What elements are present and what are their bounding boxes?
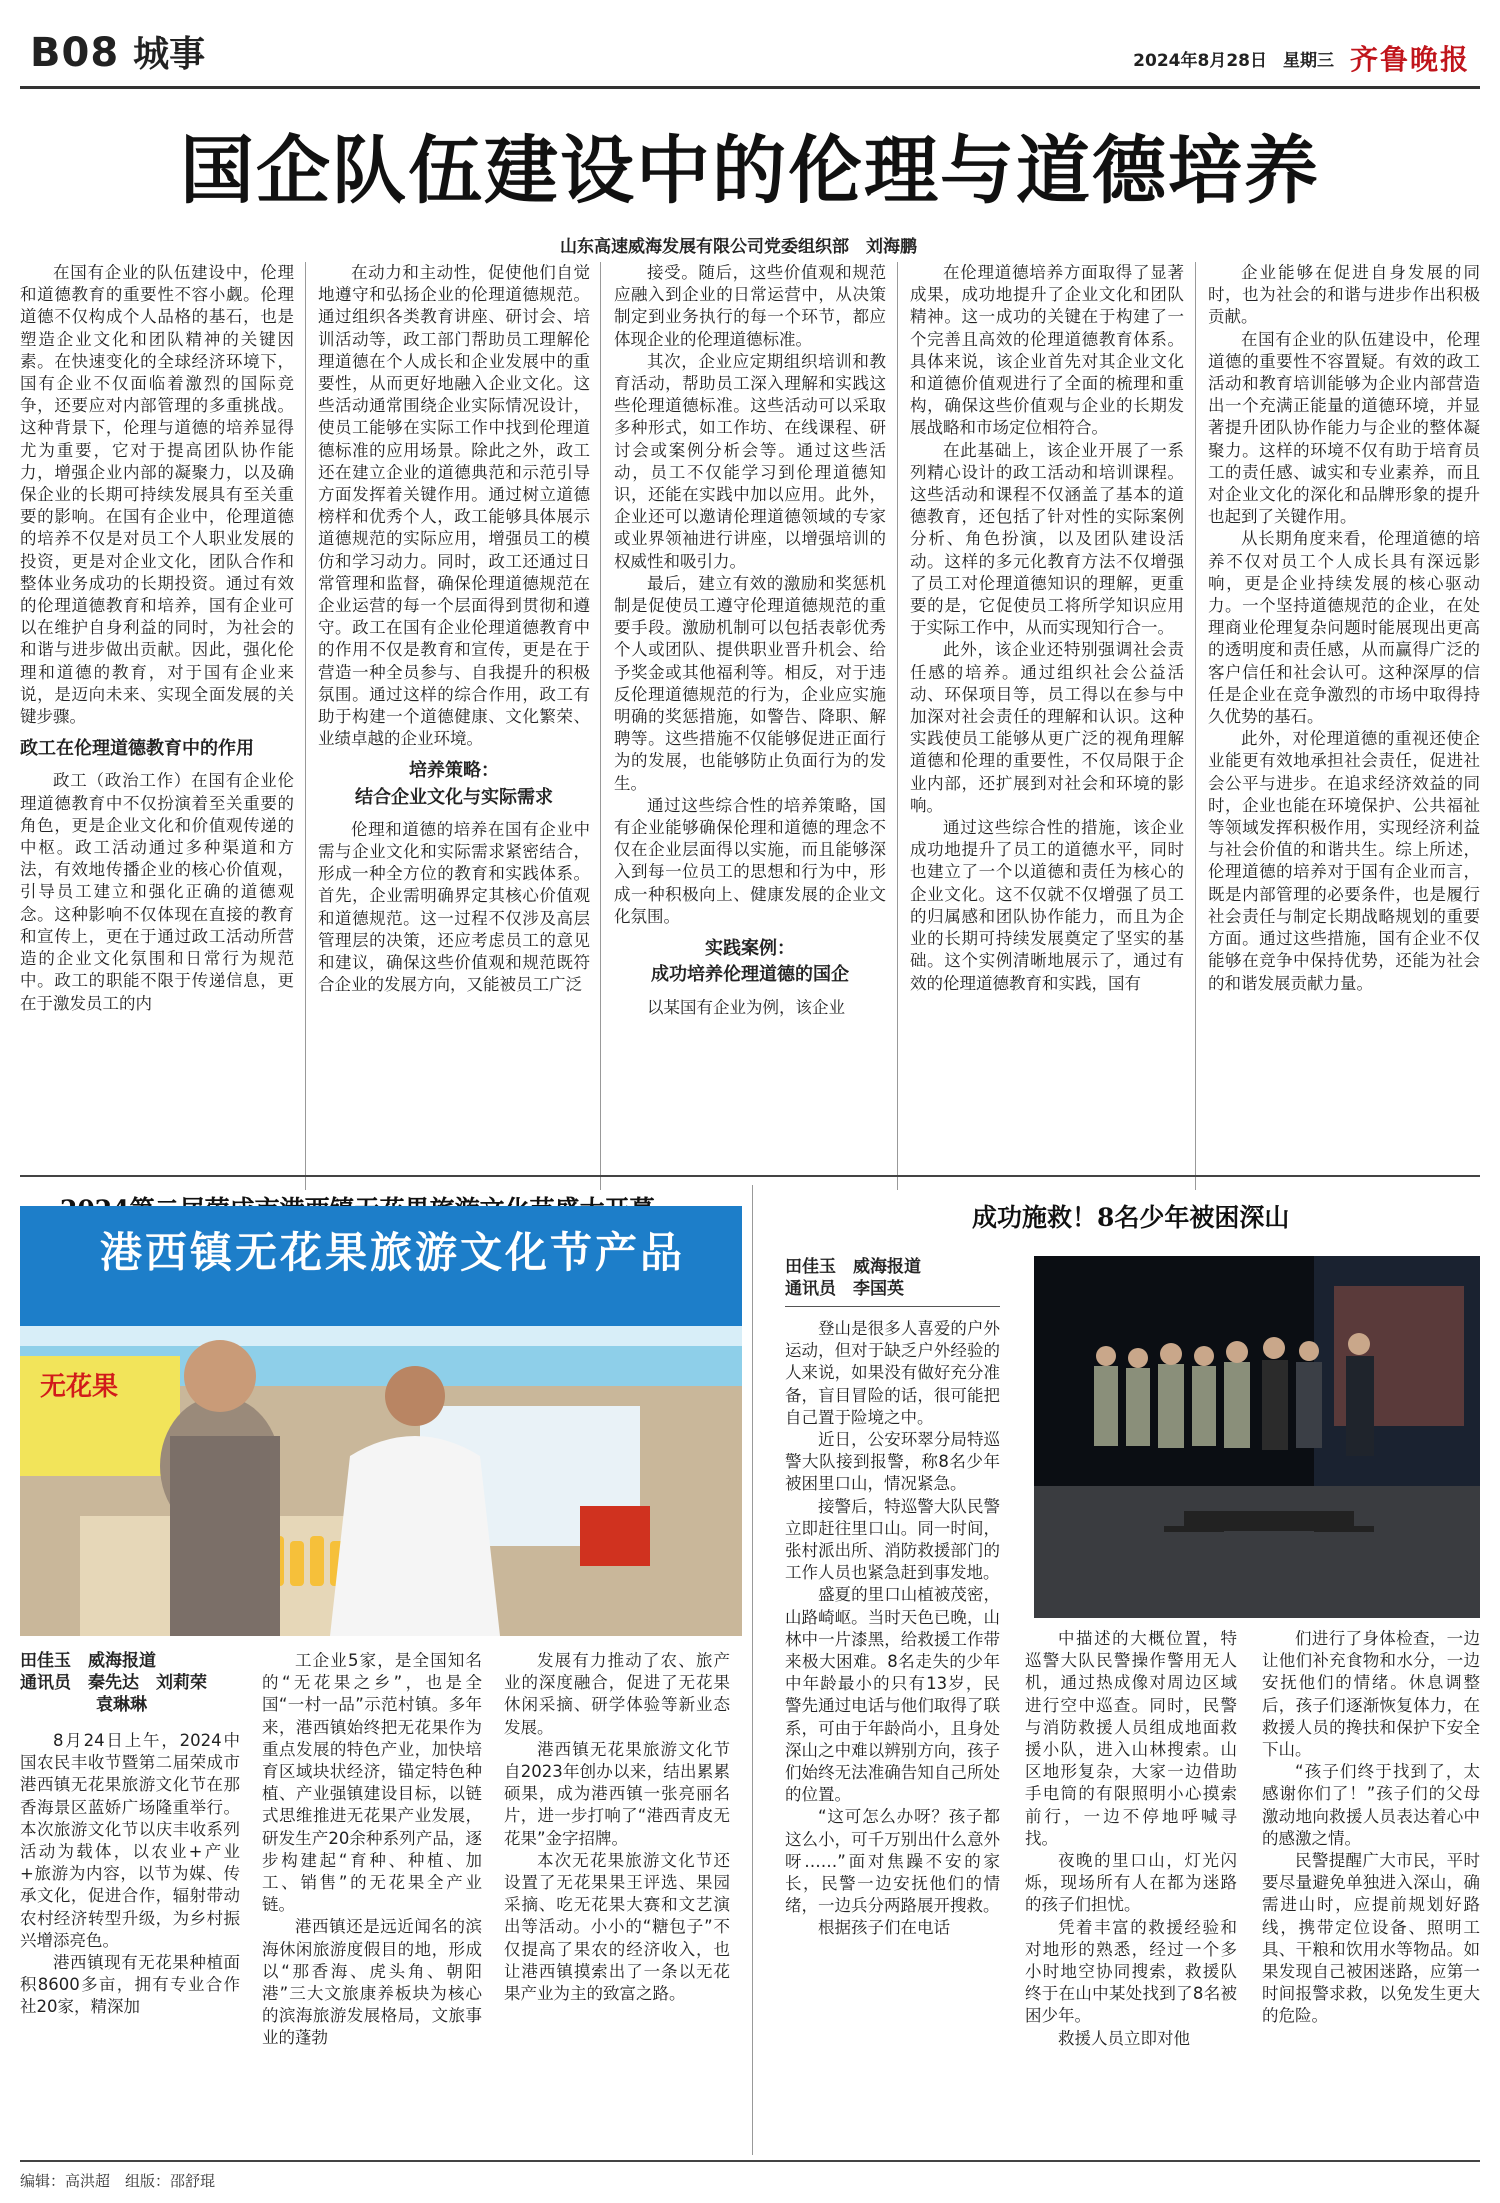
subheading: 政工在伦理道德教育中的作用	[20, 738, 254, 760]
paragraph: 港西镇无花果旅游文化节自2023年创办以来，结出累累硕果，成为港西镇一张亮丽名片，进一步打响了“港西青皮无花果”金字招牌。	[504, 1739, 730, 1848]
paragraph: 从长期角度来看，伦理道德的培养不仅对员工个人成长具有深远影响，更是企业持续发展的核心驱动力。一个坚持道德规范的企业，在处理商业伦理复杂问题时能展现出更高的透明度和责任感，从而赢得广泛的客户信任和社会认可。这种深厚的信任是企业在竞争激烈的市场中取得持久优势的基石。	[1208, 529, 1480, 727]
paragraph: 此外，对伦理道德的重视还使企业能更有效地承担社会责任，促进社会公平与进步。在追求经济效益的同时，企业也能在环境保护、公共福祉等领域发挥积极作用，实现经济利益与社会价值的和谐共生。综上所述，伦理道德的培养对于国有企业而言，既是内部管理的必要条件，也是履行社会责任与制定长期战略规划的重要方面。通过这些措施，国有企业不仅能够在竞争中保持优势，还能为社会的和谐发展贡献力量。	[1208, 729, 1480, 993]
paragraph: 政工（政治工作）在国有企业伦理道德教育中不仅扮演着至关重要的角色，更是企业文化和价值观传递的中枢。政工活动通过多种渠道和方法，有效地传播企业的核心价值观，引导员工建立和强化正确的道德观念。这种影响不仅体现在直接的教育和宣传上，更在于通过政工活动所营造的企业文化氛围和日常行为规范中。政工的职能不限于传递信息，更在于激发员工的内	[20, 771, 294, 1013]
section-name: 城事	[133, 34, 206, 75]
festival-photo	[20, 1206, 742, 1636]
article1-column-2	[318, 262, 590, 1194]
credit-line: 田佳玉 威海报道	[20, 1651, 156, 1671]
article2-column-2	[262, 1650, 482, 2155]
header-rule	[20, 86, 1480, 89]
credit-line: 通讯员 秦先达 刘莉荣	[20, 1673, 207, 1693]
main-headline: 国企队伍建设中的伦理与道德培养	[180, 128, 1320, 214]
photo-sign-text: 无花果	[40, 1372, 119, 1402]
paragraph: 此外，该企业还特别强调社会责任感的培养。通过组织社会公益活动、环保项目等，员工得以在参与中加深对社会责任的理解和认识。这种实践使员工能够从更广泛的视角理解道德和伦理的重要性，不仅局限于企业内部，还扩展到对社会和环境的影响。	[910, 640, 1184, 815]
article3-credit	[785, 1256, 1015, 1300]
paragraph: 港西镇现有无花果种植面积8600多亩，拥有专业合作社20家，精深加	[20, 1953, 240, 2017]
editor-credit: 编辑：高洪超 组版：邵舒琨	[20, 2172, 216, 2190]
article2-credit	[20, 1650, 240, 1716]
page-header-right	[1133, 38, 1470, 78]
credit-rule	[785, 1306, 1000, 1307]
paragraph: 其次，企业应定期组织培训和教育活动，帮助员工深入理解和实践这些伦理道德标准。这些活动可以采取多种形式，如工作坊、在线课程、研讨会或案例分析会等。通过这些活动，员工不仅能学习到伦理道德知识，还能在实践中加以应用。此外，企业还可以邀请伦理道德领域的专家或业界领袖进行讲座，以增强培训的权威性和吸引力。	[614, 351, 886, 571]
paragraph: 通过这些综合性的培养策略，国有企业能够确保伦理和道德的理念不仅在企业层面得以实施，而且能够深入到每一位员工的思想和行为中，形成一种积极向上、健康发展的企业文化氛围。	[614, 795, 886, 926]
paragraph: 救援人员立即对他	[1058, 2028, 1190, 2048]
article2-column-3	[504, 1650, 730, 2155]
issue-weekday: 星期三	[1282, 50, 1334, 71]
paragraph: 最后，建立有效的激励和奖惩机制是促使员工遵守伦理道德规范的重要手段。激励机制可以包括表彰优秀个人或团队、提供职业晋升机会、给予奖金或其他福利等。相反，对于违反伦理道德规范的行为，企业应实施明确的奖惩措施，如警告、降职、解聘等。这些措施不仅能够促进正面行为的发展，也能够防止负面行为的发生。	[614, 573, 886, 793]
article1-column-1	[20, 262, 294, 1194]
paragraph: 港西镇还是远近闻名的滨海休闲旅游度假目的地，形成以“那香海、虎头角、朝阳港”三大文旅康养板块为核心的滨海旅游发展格局，文旅事业的蓬勃	[262, 1917, 482, 2048]
subheading: 实践案例：	[705, 938, 795, 960]
paragraph: 本次无花果旅游文化节还设置了无花果果王评选、果园采摘、吃无花果大赛和文艺演出等活动。小小的“糖包子”不仅提高了果农的经济收入，也让港西镇摸索出了一条以无花果产业为主的致富之路。	[504, 1850, 730, 2004]
paragraph: “这可怎么办呀？孩子都这么小，可千万别出什么意外呀……”面对焦躁不安的家长，民警一边安抚他们的情绪，一边兵分两路展开搜救。	[785, 1807, 1000, 1916]
paragraph: 接受。随后，这些价值观和规范应融入到企业的日常运营中，从决策制定到业务执行的每一个环节，都应体现企业的伦理道德标准。	[614, 263, 886, 349]
paragraph: 企业能够在促进自身发展的同时，也为社会的和谐与进步作出积极贡献。	[1208, 263, 1480, 327]
paragraph: 凭着丰富的救援经验和对地形的熟悉，经过一个多小时地空协同搜索，救援队终于在山中某处找到了8名被困少年。	[1025, 1917, 1237, 2026]
subheading: 成功培养伦理道德的国企	[651, 964, 849, 986]
paragraph: 在此基础上，该企业开展了一系列精心设计的政工活动和培训课程。这些活动和课程不仅涵盖了基本的道德教育，还包括了针对性的实际案例分析、角色扮演，以及团队建设活动。这样的多元化教育方法不仅增强了员工对伦理道德知识的理解，更重要的是，它促使员工将所学知识应用于实际工作中，从而实现知行合一。	[910, 440, 1184, 638]
column-divider	[1195, 262, 1196, 1190]
paragraph: 登山是很多人喜爱的户外运动，但对于缺乏户外经验的人来说，如果没有做好充分准备，盲目冒险的话，很可能把自己置于险境之中。	[785, 1319, 1000, 1427]
paragraph: 8月24日上午，2024中国农民丰收节暨第二届荣成市港西镇无花果旅游文化节在那香海景区蓝娇广场隆重举行。本次旅游文化节以庆丰收系列活动为载体，以农业+产业+旅游为内容，以节为媒、传承文化，促进合作，辐射带动农村经济转型升级，为乡村振兴增添亮色。	[20, 1731, 240, 1950]
credit-line: 通讯员 李国英	[785, 1279, 904, 1299]
main-byline: 山东高速威海发展有限公司党委组织部 刘海鹏	[560, 237, 917, 257]
subheading: 培养策略：	[409, 760, 499, 782]
credit-line: 田佳玉 威海报道	[785, 1257, 921, 1277]
issue-date: 2024年8月28日	[1133, 50, 1267, 71]
credit-line: 袁琳琳	[96, 1695, 147, 1715]
article3-column-1	[785, 1318, 1000, 2158]
paragraph: 在国有企业的队伍建设中，伦理道德的重要性不容置疑。有效的政工活动和教育培训能够为企业内部营造出一个充满正能量的道德环境，并显著提升团队协作能力与企业的整体凝聚力。这样的环境不仅有助于培育员工的责任感、诚实和专业素养，而且对企业文化的深化和品牌形象的提升也起到了关键作用。	[1208, 329, 1480, 527]
paragraph: 接警后，特巡警大队民警立即赶往里口山。同一时间，张村派出所、消防救援部门的工作人员也紧急赶到事发地。	[785, 1496, 1000, 1583]
footer-rule	[20, 2160, 1480, 2162]
paragraph: 民警提醒广大市民，平时要尽量避免单独进入深山，确需进山时，应提前规划好路线，携带定位设备、照明工具、干粮和饮用水等物品。如果发现自己被困迷路，应第一时间报警求救，以免发生更大的危险。	[1262, 1851, 1480, 2026]
paragraph: 伦理和道德的培养在国有企业中需与企业文化和实际需求紧密结合，形成一种全方位的教育和实践体系。首先，企业需明确界定其核心价值观和道德规范。这一过程不仅涉及高层管理层的决策，还应考虑员工的意见和建议，确保这些价值观和规范既符合企业的发展方向，又能被员工广泛	[318, 819, 590, 995]
article-divider	[752, 1185, 753, 2155]
paragraph: 发展有力推动了农、旅产业的深度融合，促进了无花果休闲采摘、研学体验等新业态发展。	[504, 1651, 730, 1737]
paragraph: 以某国有企业为例，该企业	[647, 997, 845, 1017]
paragraph: 中描述的大概位置，特巡警大队民警操作警用无人机，通过热成像对周边区域进行空中巡查。同时，民警与消防救援人员组成地面救援小队，进入山林搜索。山区地形复杂，大家一边借助手电筒的有限照明小心摸索前行，一边不停地呼喊寻找。	[1025, 1629, 1237, 1848]
column-divider	[897, 262, 898, 1190]
page-header-left	[30, 26, 205, 77]
subheading: 结合企业文化与实际需求	[355, 786, 553, 808]
article3-column-3	[1262, 1628, 1480, 2158]
paragraph: 盛夏的里口山植被茂密，山路崎岖。当时天色已晚，山林中一片漆黑，给救援工作带来极大困难。8名走失的少年中年龄最小的只有13岁，民警先通过电话与他们取得了联系，可由于年龄尚小，且身处深山之中难以辨别方向，孩子们始终无法准确告知自己所处的位置。	[785, 1585, 1000, 1805]
column-divider	[600, 262, 601, 1190]
paragraph: 在国有企业的队伍建设中，伦理和道德教育的重要性不容小觑。伦理道德不仅构成个人品格的基石，也是塑造企业文化和团队精神的关键因素。在快速变化的全球经济环境下，国有企业不仅面临着激烈的国际竞争，还要应对内部管理的多重挑战。这种背景下，伦理与道德的培养显得尤为重要，它对于提高团队协作能力，增强企业内部的凝聚力，以及确保企业的长期可持续发展具有至关重要的影响。在国有企业中，伦理道德的培养不仅是对员工个人职业发展的投资，更是对企业文化，团队合作和整体业务成功的长期投资。通过有效的伦理道德教育和培养，国有企业可以在维护自身利益的同时，为社会的和谐与进步做出贡献。因此，强化伦理和道德的教育，对于国有企业来说，是迈向未来、实现全面发展的关键步骤。	[20, 263, 294, 727]
paragraph: 根据孩子们在电话	[818, 1918, 950, 1938]
rescue-photo	[1034, 1256, 1480, 1618]
paragraph: 工企业5家，是全国知名的“无花果之乡”，也是全国“一村一品”示范村镇。多年来，港西镇始终把无花果作为重点发展的特色产业，加快培育区域块状经济，锚定特色种植、产业强镇建设目标，以链式思维推进无花果产业发展，研发生产20余种系列产品，逐步构建起“育种、种植、加工、销售”的无花果全产业链。	[262, 1651, 482, 1915]
article3-title: 成功施救！8名少年被困深山	[972, 1203, 1290, 1232]
article1-column-3	[614, 262, 886, 1194]
article1-column-4	[910, 262, 1184, 1194]
article1-column-5	[1208, 262, 1480, 1194]
article3-column-2	[1025, 1628, 1237, 2158]
paragraph: 在伦理道德培养方面取得了显著成果，成功地提升了企业文化和团队精神。这一成功的关键在于构建了一个完善且高效的伦理道德教育体系。具体来说，该企业首先对其企业文化和道德价值观进行了全面的梳理和重构，确保这些价值观与企业的长期发展战略和市场定位相符合。	[910, 263, 1184, 438]
newspaper-logo: 齐鲁晚报	[1349, 43, 1470, 76]
article2-column-1	[20, 1730, 240, 2155]
paragraph: “孩子们终于找到了，太感谢你们了！”孩子们的父母激动地向救援人员表达着心中的感激之情。	[1262, 1762, 1480, 1848]
paragraph: 通过这些综合性的措施，该企业成功地提升了员工的道德水平，同时也建立了一个以道德和责任为核心的企业文化。这不仅就不仅增强了员工的归属感和团队协作能力，而且为企业的长期可持续发展奠定了坚实的基础。这个实例清晰地展示了，通过有效的伦理道德教育和实践，国有	[910, 818, 1184, 993]
page-number: B08	[30, 30, 120, 76]
photo-banner-text: 港西镇无花果旅游文化节产品	[100, 1228, 686, 1277]
paragraph: 们进行了身体检查，一边让他们补充食物和水分，一边安抚他们的情绪。休息调整后，孩子们逐渐恢复体力，在救援人员的搀扶和保护下安全下山。	[1262, 1629, 1480, 1760]
paragraph: 近日，公安环翠分局特巡警大队接到报警，称8名少年被困里口山，情况紧急。	[785, 1430, 1000, 1494]
paragraph: 夜晚的里口山，灯光闪烁，现场所有人在都为迷路的孩子们担忧。	[1025, 1851, 1237, 1915]
paragraph: 在动力和主动性，促使他们自觉地遵守和弘扬企业的伦理道德规范。通过组织各类教育讲座、研讨会、培训活动等，政工部门帮助员工理解伦理道德在个人成长和企业发展中的重要性，从而更好地融入企业文化。这些活动通常围绕企业实际情况设计，使员工能够在实际工作中找到伦理道德标准的应用场景。除此之外，政工还在建立企业的道德典范和示范引导方面发挥着关键作用。通过树立道德榜样和优秀个人，政工能够具体展示道德规范的实际应用，增强员工的模仿和学习动力。同时，政工还通过日常管理和监督，确保伦理道德规范在企业运营的每一个层面得到贯彻和遵守。政工在国有企业伦理道德教育中的作用不仅是教育和宣传，更是在于营造一种全员参与、自我提升的积极氛围。通过这样的综合作用，政工有助于构建一个道德健康、文化繁荣、业绩卓越的企业环境。	[318, 263, 590, 749]
column-divider	[305, 262, 306, 1190]
section-rule	[20, 1175, 1480, 1177]
